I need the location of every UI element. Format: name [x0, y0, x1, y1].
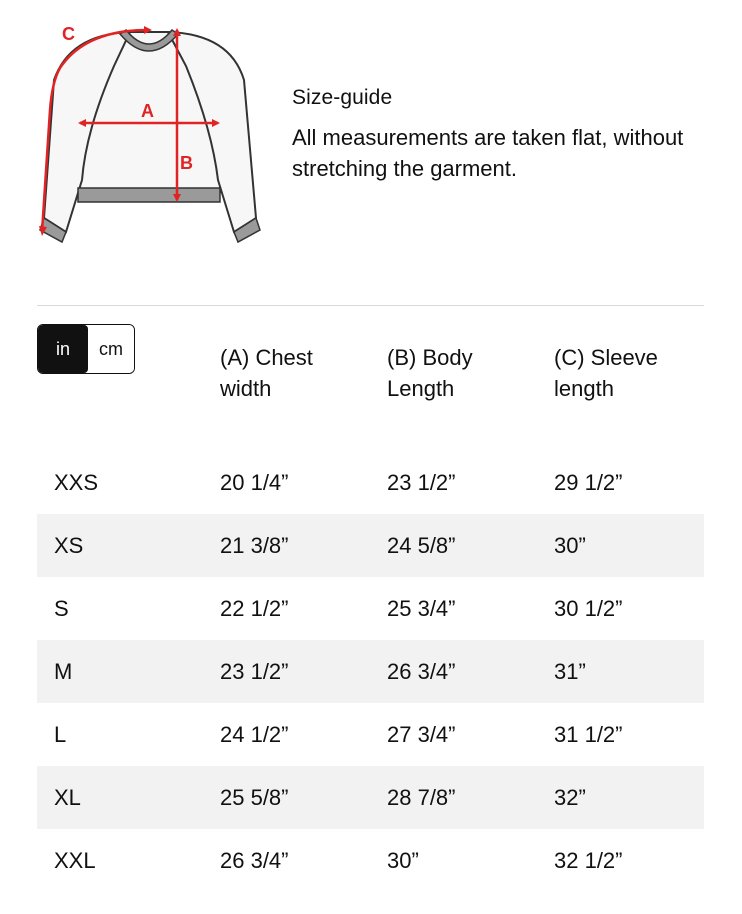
size-label: S — [54, 595, 69, 621]
sleeve-length-value: 32” — [554, 784, 586, 810]
table-row — [37, 577, 704, 640]
body-length-value: 27 3/4” — [387, 721, 456, 747]
sleeve-length-value: 30 1/2” — [554, 595, 623, 621]
sleeve-length-value: 31 1/2” — [554, 721, 623, 747]
unit-option-cm[interactable]: cm — [88, 325, 134, 373]
table-row — [37, 640, 704, 703]
size-guide-title: Size-guide — [292, 86, 393, 109]
body-length-value: 28 7/8” — [387, 784, 456, 810]
size-table — [37, 451, 704, 892]
size-guide-description: All measurements are taken flat, without stretching the garment. — [292, 125, 684, 181]
sweater-hem — [78, 188, 220, 202]
table-row — [37, 514, 704, 577]
unit-option-in[interactable]: in — [38, 325, 88, 373]
sleeve-length-value: 29 1/2” — [554, 469, 623, 495]
body-length-value: 26 3/4” — [387, 658, 456, 684]
sleeve-length-value: 32 1/2” — [554, 847, 623, 873]
size-label: XXS — [54, 469, 99, 495]
sleeve-length-value: 31” — [554, 658, 586, 684]
size-label: L — [54, 721, 67, 747]
chest-width-value: 23 1/2” — [220, 658, 289, 684]
chest-width-value: 26 3/4” — [220, 847, 289, 873]
size-guide-intro — [292, 86, 712, 184]
section-divider — [37, 305, 704, 306]
unit-toggle — [37, 324, 135, 374]
table-row — [37, 829, 704, 892]
chest-width-value: 20 1/4” — [220, 469, 289, 495]
chest-width-value: 22 1/2” — [220, 595, 289, 621]
label-a: A — [141, 101, 154, 121]
body-length-value: 23 1/2” — [387, 469, 456, 495]
size-label: M — [54, 658, 73, 684]
sleeve-length-value: 30” — [554, 532, 586, 558]
sweater-measurement-diagram — [30, 20, 265, 250]
column-header-sleeve-length: (C) Sleeve length — [554, 345, 658, 401]
size-label: XL — [54, 784, 81, 810]
label-b: B — [180, 153, 193, 173]
label-c: C — [62, 24, 75, 44]
chest-width-value: 24 1/2” — [220, 721, 289, 747]
body-length-value: 24 5/8” — [387, 532, 456, 558]
table-row — [37, 451, 704, 514]
chest-width-value: 21 3/8” — [220, 532, 289, 558]
size-label: XXL — [54, 847, 96, 873]
column-header-chest-width: (A) Chest width — [220, 345, 313, 401]
body-length-value: 30” — [387, 847, 419, 873]
column-header-body-length: (B) Body Length — [387, 345, 473, 401]
table-row — [37, 766, 704, 829]
table-row — [37, 703, 704, 766]
chest-width-value: 25 5/8” — [220, 784, 289, 810]
body-length-value: 25 3/4” — [387, 595, 456, 621]
size-label: XS — [54, 532, 84, 558]
